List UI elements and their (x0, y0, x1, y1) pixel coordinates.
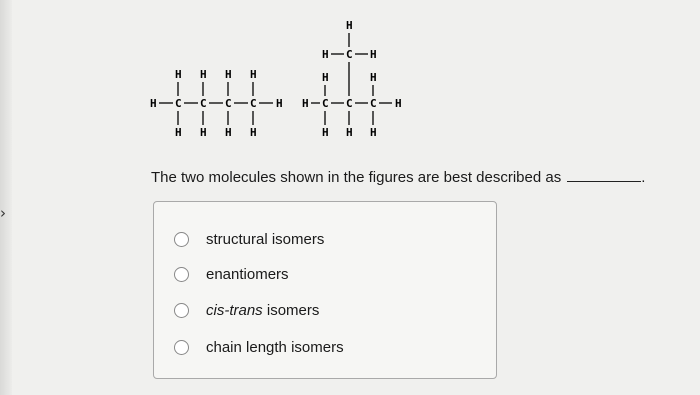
question-text (151, 169, 645, 186)
atom-h: H (276, 97, 283, 110)
atom-c: C (346, 48, 353, 61)
atom-h: H (150, 97, 157, 110)
radio-button[interactable] (174, 267, 189, 282)
atom-h: H (346, 19, 353, 32)
atom-h: H (250, 68, 257, 81)
molecule-isobutane (302, 18, 422, 151)
option-cis-trans-isomers[interactable] (174, 302, 319, 319)
radio-button[interactable] (174, 303, 189, 318)
atom-c: C (225, 97, 232, 110)
radio-button[interactable] (174, 340, 189, 355)
question-period: . (641, 169, 646, 186)
option-label: cis-trans isomers (206, 302, 320, 319)
answer-options (153, 201, 497, 379)
expand-arrow-icon[interactable]: › (0, 204, 6, 222)
atom-h: H (370, 48, 377, 61)
atom-c: C (322, 97, 329, 110)
radio-button[interactable] (174, 232, 189, 247)
option-enantiomers[interactable] (174, 266, 289, 283)
option-label: structural isomers (206, 231, 325, 248)
atom-h: H (175, 68, 182, 81)
option-label: chain length isomers (206, 339, 344, 356)
atom-h: H (200, 126, 207, 139)
butane-structure (145, 66, 295, 146)
atom-h: H (175, 126, 182, 139)
atom-h: H (346, 126, 353, 139)
atom-c: C (250, 97, 257, 110)
option-chain-length-isomers[interactable] (174, 339, 344, 356)
molecule-butane (145, 66, 295, 149)
atom-h: H (322, 126, 329, 139)
option-structural-isomers[interactable] (174, 231, 324, 248)
answer-blank (567, 181, 641, 182)
atom-h: H (395, 97, 402, 110)
atom-h: H (250, 126, 257, 139)
atom-h: H (370, 126, 377, 139)
atom-h: H (322, 48, 329, 61)
question-prompt: The two molecules shown in the figures are best described as (151, 169, 562, 186)
atom-c: C (175, 97, 182, 110)
atom-h: H (200, 68, 207, 81)
atom-h: H (322, 71, 329, 84)
isobutane-structure (302, 18, 422, 148)
atom-h: H (225, 126, 232, 139)
atom-h: H (302, 97, 309, 110)
atom-h: H (370, 71, 377, 84)
left-strip (0, 0, 12, 395)
atom-c: C (346, 97, 353, 110)
option-label: enantiomers (206, 266, 289, 283)
atom-c: C (370, 97, 377, 110)
atom-c: C (200, 97, 207, 110)
atom-h: H (225, 68, 232, 81)
